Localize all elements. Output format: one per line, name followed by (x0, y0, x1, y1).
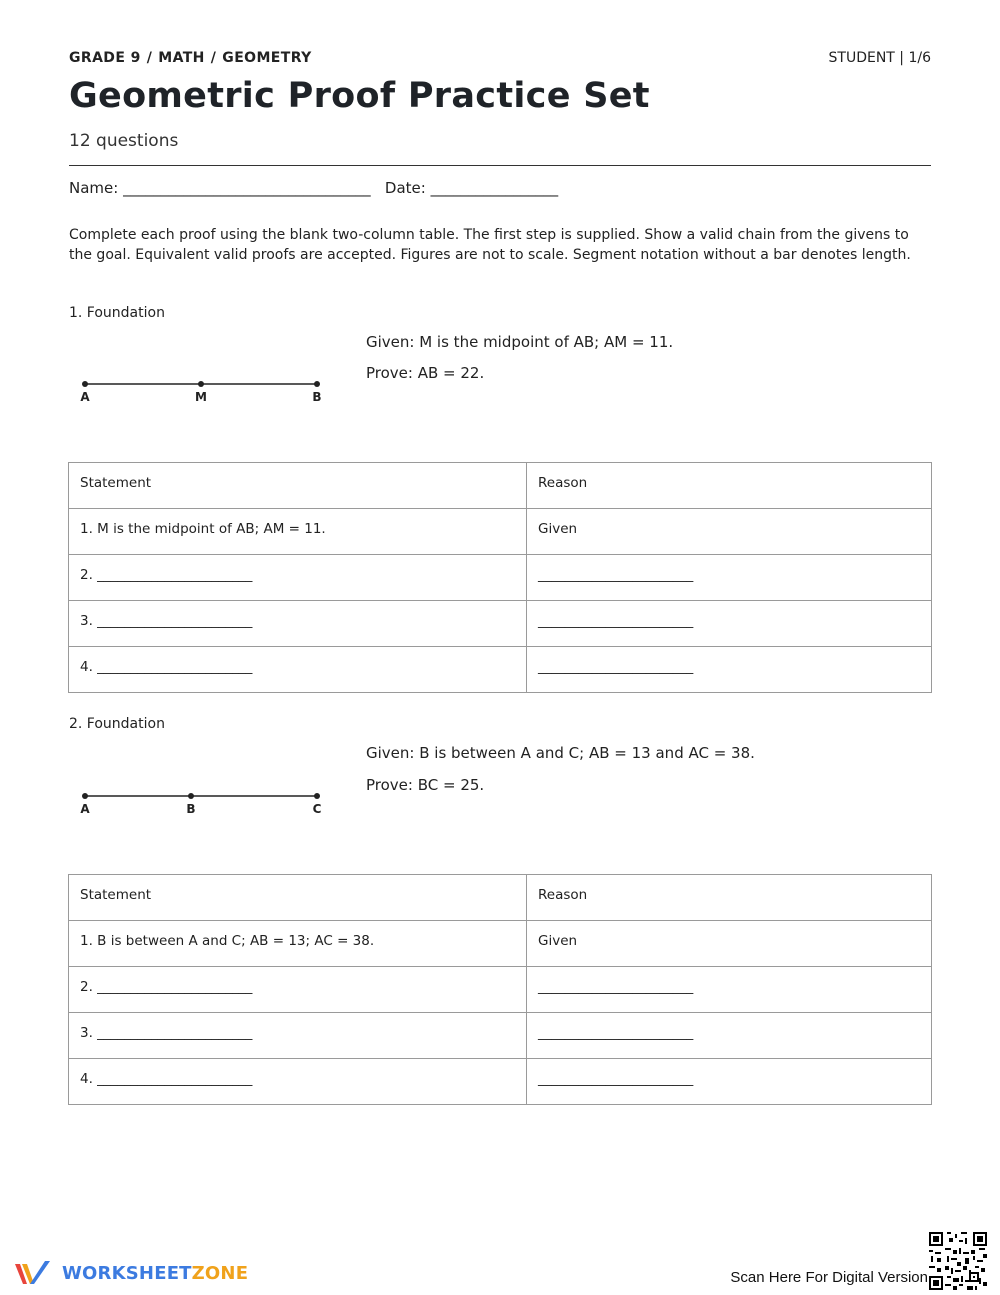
reason-blank[interactable]: _______________________ (527, 967, 932, 1013)
point-marker (314, 793, 320, 799)
question-2-prove: Prove: BC = 25. (366, 776, 485, 794)
statement-cell: 1. B is between A and C; AB = 13; AC = 38. (69, 921, 527, 967)
reason-header: Reason (527, 875, 932, 921)
table-row (69, 509, 932, 555)
breadcrumb: GRADE 9 / MATH / GEOMETRY (69, 50, 312, 66)
statement-header: Statement (69, 875, 527, 921)
point-label: A (80, 802, 90, 816)
statement-blank[interactable]: 3. _______________________ (69, 1013, 527, 1059)
table-row (69, 1059, 932, 1105)
question-1-label: 1. Foundation (69, 305, 165, 321)
table-row (69, 647, 932, 693)
reason-cell: Given (527, 921, 932, 967)
reason-cell: Given (527, 509, 932, 555)
statement-cell: 1. M is the midpoint of AB; AM = 11. (69, 509, 527, 555)
question-1-segment-figure (69, 370, 339, 410)
header-divider (69, 165, 931, 166)
table-row (69, 555, 932, 601)
reason-blank[interactable]: _______________________ (527, 1013, 932, 1059)
reason-blank[interactable]: _______________________ (527, 1059, 932, 1105)
question-1-given: Given: M is the midpoint of AB; AM = 11. (366, 333, 674, 351)
point-marker (82, 381, 88, 387)
grade-label: GRADE 9 (69, 50, 141, 66)
point-marker (188, 793, 194, 799)
statement-header: Statement (69, 463, 527, 509)
statement-blank[interactable]: 2. _______________________ (69, 555, 527, 601)
statement-blank[interactable]: 3. _______________________ (69, 601, 527, 647)
logo-text-worksheet: WORKSHEET (62, 1262, 192, 1284)
question-2-given: Given: B is between A and C; AB = 13 and AC = 38. (366, 744, 755, 762)
point-label: A (80, 390, 90, 404)
question-2-label: 2. Foundation (69, 716, 165, 732)
name-field[interactable]: Name: _________________________________ (69, 179, 371, 197)
table-row (69, 921, 932, 967)
logo-mark-icon (12, 1258, 54, 1288)
question-count: 12 questions (69, 131, 179, 151)
reason-blank[interactable]: _______________________ (527, 555, 932, 601)
table-row (69, 967, 932, 1013)
reason-header: Reason (527, 463, 932, 509)
point-label: C (312, 802, 322, 816)
date-field[interactable]: Date: _________________ (384, 179, 559, 197)
question-1-prove: Prove: AB = 22. (366, 364, 485, 382)
point-label: M (195, 390, 207, 404)
question-2-segment-figure (69, 782, 339, 822)
point-marker (82, 793, 88, 799)
subject-label: MATH (158, 50, 205, 66)
table-header-row (69, 463, 932, 509)
question-2-proof-table (68, 874, 932, 1105)
point-marker (314, 381, 320, 387)
table-row (69, 1013, 932, 1059)
sheet-indicator: STUDENT | 1/6 (828, 50, 931, 66)
qr-code-icon[interactable] (929, 1232, 987, 1290)
statement-blank[interactable]: 4. _______________________ (69, 1059, 527, 1105)
table-row (69, 601, 932, 647)
statement-blank[interactable]: 2. _______________________ (69, 967, 527, 1013)
point-marker (198, 381, 204, 387)
reason-blank[interactable]: _______________________ (527, 647, 932, 693)
name-date-row (69, 179, 558, 197)
point-label: B (186, 802, 196, 816)
table-header-row (69, 875, 932, 921)
question-1-proof-table (68, 462, 932, 693)
worksheetzone-logo[interactable] (12, 1258, 248, 1288)
scan-caption: Scan Here For Digital Version (730, 1269, 928, 1286)
statement-blank[interactable]: 4. _______________________ (69, 647, 527, 693)
instructions: Complete each proof using the blank two-column table. The first step is supplied. Show a valid chain from the givens to the goal. Equivalent valid proofs are accepted. Figures are not to scale. Segment notation without a bar denotes length. (69, 227, 911, 263)
point-label: B (312, 390, 322, 404)
reason-blank[interactable]: _______________________ (527, 601, 932, 647)
logo-text-zone: ZONE (191, 1262, 249, 1284)
topic-label: GEOMETRY (222, 50, 312, 66)
page-title: Geometric Proof Practice Set (69, 76, 650, 116)
